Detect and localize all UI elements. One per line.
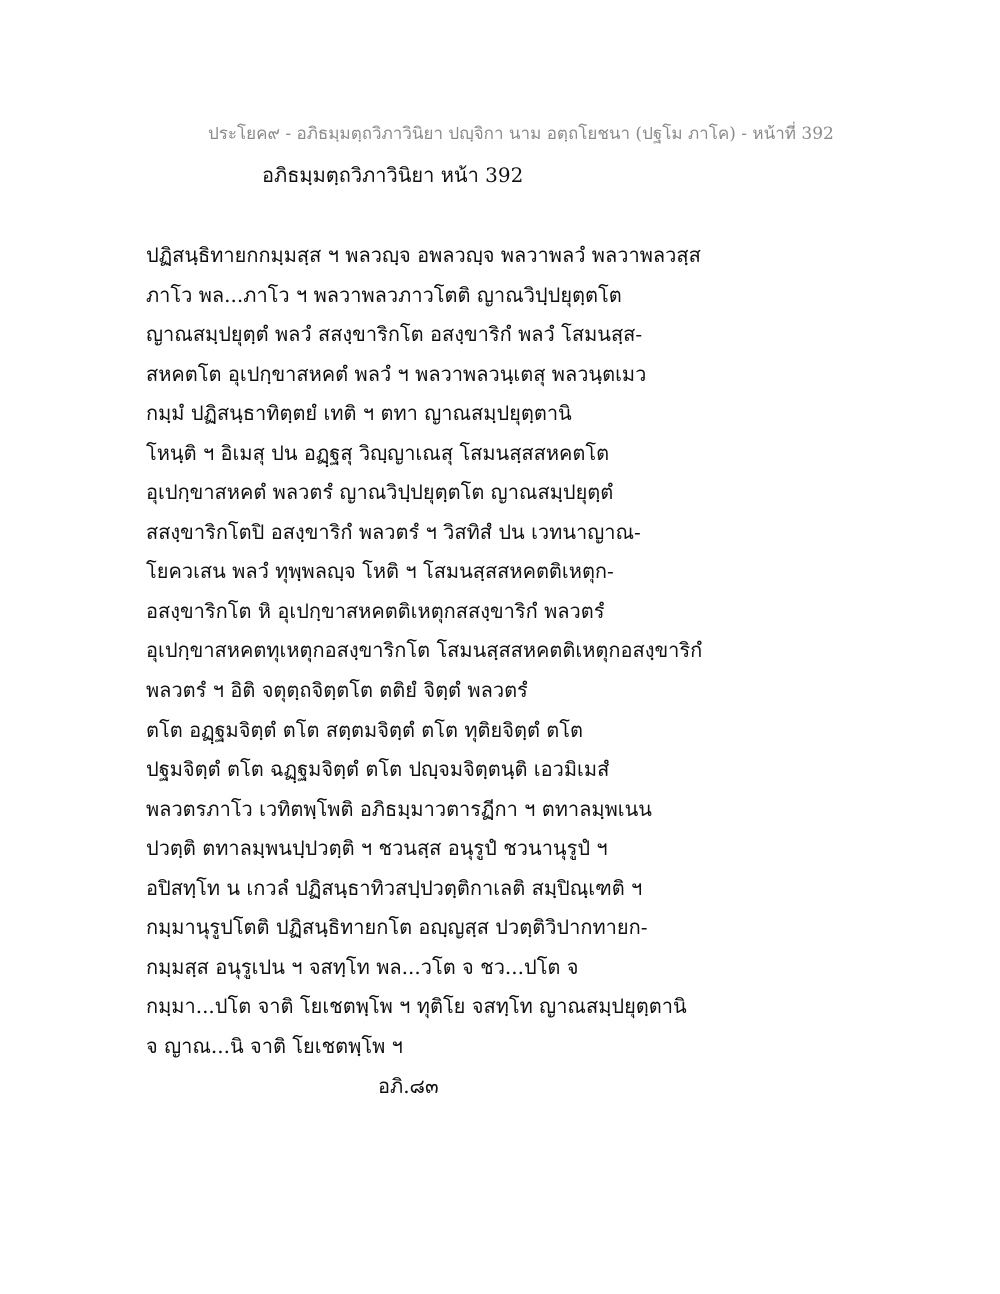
body-line: กมฺมานุรูปโตติ ปฏิสนฺธิทายกโต อญฺญสฺส ปวตฺติวิปากทายก- (146, 915, 648, 940)
body-line: โยควเสน พลวํ ทุพฺพลญฺจ โหติ ฯ โสมนสฺสสหคตติเหตุก- (146, 559, 614, 584)
body-line: โหนฺติ ฯ อิเมสุ ปน อฏฺฐสุ วิญฺญาเณสุ โสมนสฺสสหคตโต (146, 440, 610, 465)
body-line: พลวตรภาโว เวทิตพฺโพติ อภิธมฺมาวตารฏีกา ฯ ตทาลมฺพเนน (146, 796, 652, 821)
body-line: อปิสทฺโท น เกวลํ ปฏิสนฺธาทิวสปฺปวตฺติกาเลติ สมฺปิณฺเฑติ ฯ (146, 875, 643, 900)
body-line: อุเปกฺขาสหคตํ พลวตรํ ญาณวิปฺปยุตฺตโต ญาณสมฺปยุตฺตํ (146, 480, 614, 505)
body-line: สสงฺขาริกโตปิ อสงฺขาริกํ พลวตรํ ฯ วิสทิสํ ปน เวทนาญาณ- (146, 519, 641, 544)
body-line: ปฐมจิตฺตํ ตโต ฉฏฺฐมจิตฺตํ ตโต ปญฺจมจิตฺตนฺติ เอวมิเมสํ (146, 757, 610, 782)
body-line: พลวตรํ ฯ อิติ จตุตฺถจิตฺตโต ตติยํ จิตฺตํ พลวตรํ (146, 678, 528, 703)
body-line: ปวตฺติ ตทาลมฺพนปฺปวตฺติ ฯ ชวนสฺส อนุรูปํ ชวนานุรูปํ ฯ (146, 836, 608, 861)
body-text (146, 236, 946, 1066)
body-line: ญาณสมฺปยุตฺตํ พลวํ สสงฺขาริกโต อสงฺขาริกํ พลวํ โสมนสฺส- (146, 322, 643, 347)
body-line: อสงฺขาริกโต หิ อุเปกฺขาสหคตติเหตุกสสงฺขาริกํ พลวตรํ (146, 598, 605, 623)
body-line: กมฺมสฺส อนุรูเปน ฯ จสทฺโท พล...วโต จ ชว...ปโต จ (146, 954, 579, 979)
page-heading: อภิธมฺมตฺถวิภาวินิยา หน้า 392 (262, 163, 524, 187)
body-line: กมฺมํ ปฏิสนฺธาทิตฺตยํ เทติ ฯ ตทา ญาณสมฺปยุตฺตานิ (146, 401, 572, 426)
running-header: ประโยค๙ - อภิธมฺมตฺถวิภาวินิยา ปญฺจิกา นาม อตฺถโยชนา (ปฐโม ภาโค) - หน้าที่ 392 (208, 124, 834, 144)
body-line: กมฺมา...ปโต จาติ โยเชตพฺโพ ฯ ทุติโย จสทฺโท ญาณสมฺปยุตฺตานิ (146, 994, 687, 1019)
body-line: อุเปกฺขาสหคตทุเหตุกอสงฺขาริกโต โสมนสฺสสหคตติเหตุกอสงฺขาริกํ (146, 638, 703, 663)
body-line: จ ญาณ...นิ จาติ โยเชตพฺโพ ฯ (146, 1033, 403, 1058)
body-line: ปฏิสนฺธิทายกกมฺมสฺส ฯ พลวญฺจ อพลวญฺจ พลวาพลวํ พลวาพลวสฺส (146, 243, 701, 267)
body-line: ภาโว พล...ภาโว ฯ พลวาพลวภาวโตติ ญาณวิปฺปยุตฺตโต (146, 282, 622, 307)
body-line: สหคตโต อุเปกฺขาสหคตํ พลวํ ฯ พลวาพลวนฺเตสุ พลวนฺตเมว (146, 361, 647, 386)
page-marker: อภิ.๘๓ (378, 1074, 439, 1098)
body-line: ตโต อฏฺฐมจิตฺตํ ตโต สตฺตมจิตฺตํ ตโต ทุติยจิตฺตํ ตโต (146, 717, 584, 742)
